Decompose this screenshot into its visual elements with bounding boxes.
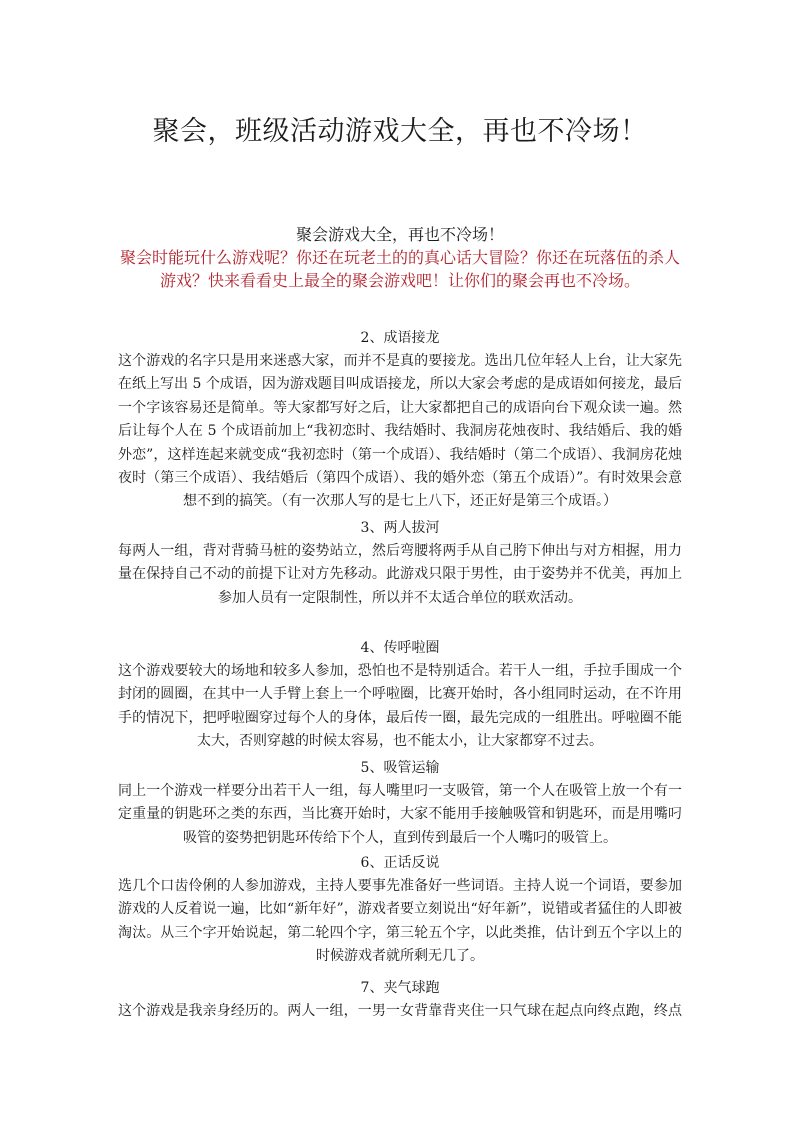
- intro-block: [118, 223, 682, 292]
- section-heading: 3、两人拔河: [360, 520, 440, 536]
- section-body: 选几个口齿伶俐的人参加游戏，主持人要事先准备好一些词语。主持人说一个词语，要参加游戏的人反着说一遍，比如“新年好”，游戏者要立刻说出“好年新”，说错或者猛住的人即被淘汰。从三个字开始说起，第二轮四个字，第三轮五个字，以此类推，估计到五个字以上的时候游戏者就所剩无几了。: [118, 878, 682, 965]
- intro-heading: 聚会游戏大全，再也不冷场！: [295, 225, 504, 244]
- section-heading: 5、吸管运输: [360, 760, 440, 776]
- section-body: 每两人一组，背对背骑马桩的姿势站立，然后弯腰将两手从自己胯下伸出与对方相握，用力量在保持自己不动的前提下让对方先移动。此游戏只限于男性，由于姿势并不优美，再加上参加人员有一定限制性，所以并不太适合单位的联欢活动。: [118, 543, 682, 606]
- page-title: 聚会，班级活动游戏大全，再也不冷场！: [152, 116, 648, 147]
- section-body: 同上一个游戏一样要分出若干人一组，每人嘴里叼一支吸管，第一个人在吸管上放一个有一定重量的钥匙环之类的东西，当比赛开始时，大家不能用手接触吸管和钥匙环，而是用嘴叼吸管的姿势把钥匙环传给下个人，直到传到最后一个人嘴叼的吸管上。: [118, 783, 682, 846]
- section-body: 这个游戏的名字只是用来迷惑大家，而并不是真的要接龙。选出几位年轻人上台，让大家先在纸上写出 5 个成语，因为游戏题目叫成语接龙，所以大家会考虑的是成语如何接龙，最后一个字该容易还是简单。等大家都写好之后，让大家都把自己的成语向台下观众读一遍。然后让每个人在 5 个成语前加上“我初恋时、我结婚时、我洞房花烛夜时、我结婚后、我的婚外恋”，这样连起来就变成“我初恋时（第一个成语）、我结婚时（第二个成语）、我洞房花烛夜时（第三个成语）、我结婚后（第四个成语）、我的婚外恋（第五个成语）”。有时效果会意想不到的搞笑。（有一次那人写的是七上八下，还正好是第三个成语。）: [118, 353, 682, 510]
- section-tug-of-war: [118, 516, 682, 610]
- section-hula-hoop: [118, 636, 682, 754]
- intro-text: 聚会时能玩什么游戏呢？你还在玩老土的的真心话大冒险？你还在玩落伍的杀人游戏？快来看看史上最全的聚会游戏吧！让你们的聚会再也不冷场。: [119, 248, 680, 290]
- section-reverse-speech: [118, 851, 682, 969]
- section-straw-transport: [118, 756, 682, 850]
- section-heading: 6、正话反说: [360, 855, 440, 871]
- section-heading: 7、夹气球跑: [360, 980, 440, 996]
- section-body: 这个游戏是我亲身经历的。两人一组，一男一女背靠背夹住一只气球在起点向终点跑，终点: [118, 1003, 682, 1019]
- section-heading: 4、传呼啦圈: [360, 640, 440, 656]
- section-body: 这个游戏要较大的场地和较多人参加，恐怕也不是特别适合。若干人一组，手拉手围成一个封闭的圆圈，在其中一人手臂上套上一个呼啦圈，比赛开始时，各小组同时运动，在不许用手的情况下，把呼啦圈穿过每个人的身体，最后传一圈，最先完成的一组胜出。呼啦圈不能太大，否则穿越的时候太容易，也不能太小，让大家都穿不过去。: [118, 663, 682, 750]
- section-balloon-run: [118, 976, 682, 1023]
- section-heading: 2、成语接龙: [360, 330, 440, 346]
- section-idiom-chain: [118, 326, 682, 514]
